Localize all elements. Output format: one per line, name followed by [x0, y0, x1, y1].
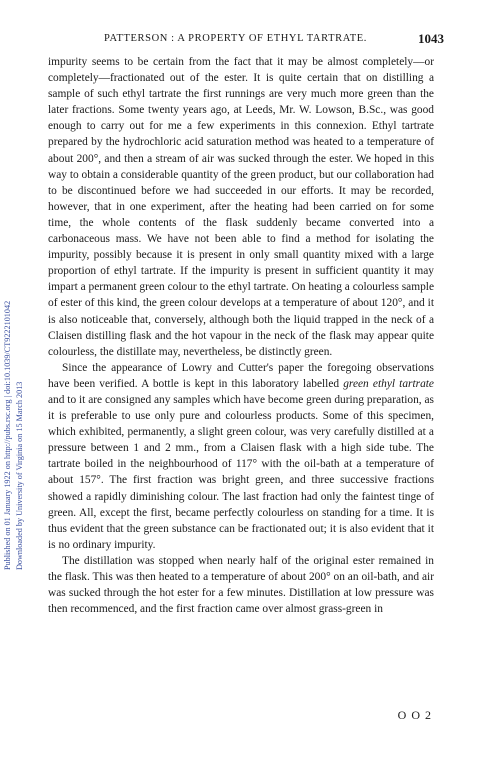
download-watermark: [2, 130, 42, 570]
watermark-line-downloaded: Downloaded by University of Virginia on 15 March 2013: [15, 381, 24, 570]
running-header: [44, 33, 444, 49]
bottle-label-text: green ethyl tartrate: [343, 377, 434, 390]
running-title: PATTERSON : A PROPERTY OF ETHYL TARTRATE.: [104, 33, 367, 44]
watermark-line-published: Published on 01 January 1922 on http://pubs.rsc.org | doi:10.1039/CT9222101042: [3, 300, 12, 570]
signature-mark: O O 2: [397, 708, 432, 722]
paragraph-1: impurity seems to be certain from the fact that it may be almost completely—or completely—fractionated out of the ester. It is quite certain that on distilling a sample of such ethyl tartrate the first runnings are very much more green than the later fractions. Some twenty years ago, at Leeds, Mr. W. Lowson, B.Sc., was good enough to carry out for me a few experiments in this connexion. Ethyl tartrate prepared by the hydrochloric acid saturation method was heated to a temperature of about 200°, and then a stream of air was sucked through the ester. We hoped in this way to obtain a considerable quantity of the green product, but our collaboration had to be discontinued before we had succeeded in our efforts. It may be recorded, however, that in one experiment, after the heating had been carried on for some time, the whole contents of the flask suddenly became converted into a carbonaceous mass. We have not been able to find a method for isolating the impurity, possibly because it is present in only small quantity mixed with a large proportion of ethyl tartrate. If the impurity is present in sufficient quantity it may impart a permanent green colour to the ethyl tartrate. On heating a colourless sample of ester of this kind, the green colour develops at a temperature of about 120°, and it is also noticeable that, conversely, although both the liquid trapped in the neck of a Claisen distilling flask and the hot vapour in the neck of the flask may appear quite colourless, the distillate may, nevertheless, be distinctly green.: [48, 56, 434, 358]
paragraph-2-end: and to it are consigned any samples which have become green during preparation, as it is preferable to use only pure and colourless products. Some of this specimen, which exhibited, permanently, a slight green colour, was very carefully distilled at a pressure between 1 and 2 mm., from a Claisen flask with a high side tube. The tartrate boiled in the neighbourhood of 117° with the oil-bath at a temperature of about 157°. The first fraction was bright green, and three successive fractions showed a rapidly diminishing colour. The last fraction had only the faintest tinge of green. All, except the first, became perfectly colourless on standing for a time. It is thus evident that the green substance can be fractionated out; it is also evident that it is no ordinary impurity.: [48, 393, 434, 551]
paragraph-2-start: Since the appearance of Lowry and Cutter's paper the foregoing observations have been verified. A bottle is kept in this laboratory labelled: [48, 361, 434, 390]
watermark-text: [2, 130, 42, 570]
paragraph-2: [48, 360, 434, 553]
paragraph-3: The distillation was stopped when nearly half of the original ester remained in the flask. This was then heated to a temperature of about 200° on an oil-bath, and air was sucked through the hot ester for a few minutes. Distillation at low pressure was then recommenced, and the first fraction came over almost grass-green in: [48, 554, 434, 616]
article-body: [48, 54, 434, 617]
page-number: 1043: [418, 31, 444, 46]
